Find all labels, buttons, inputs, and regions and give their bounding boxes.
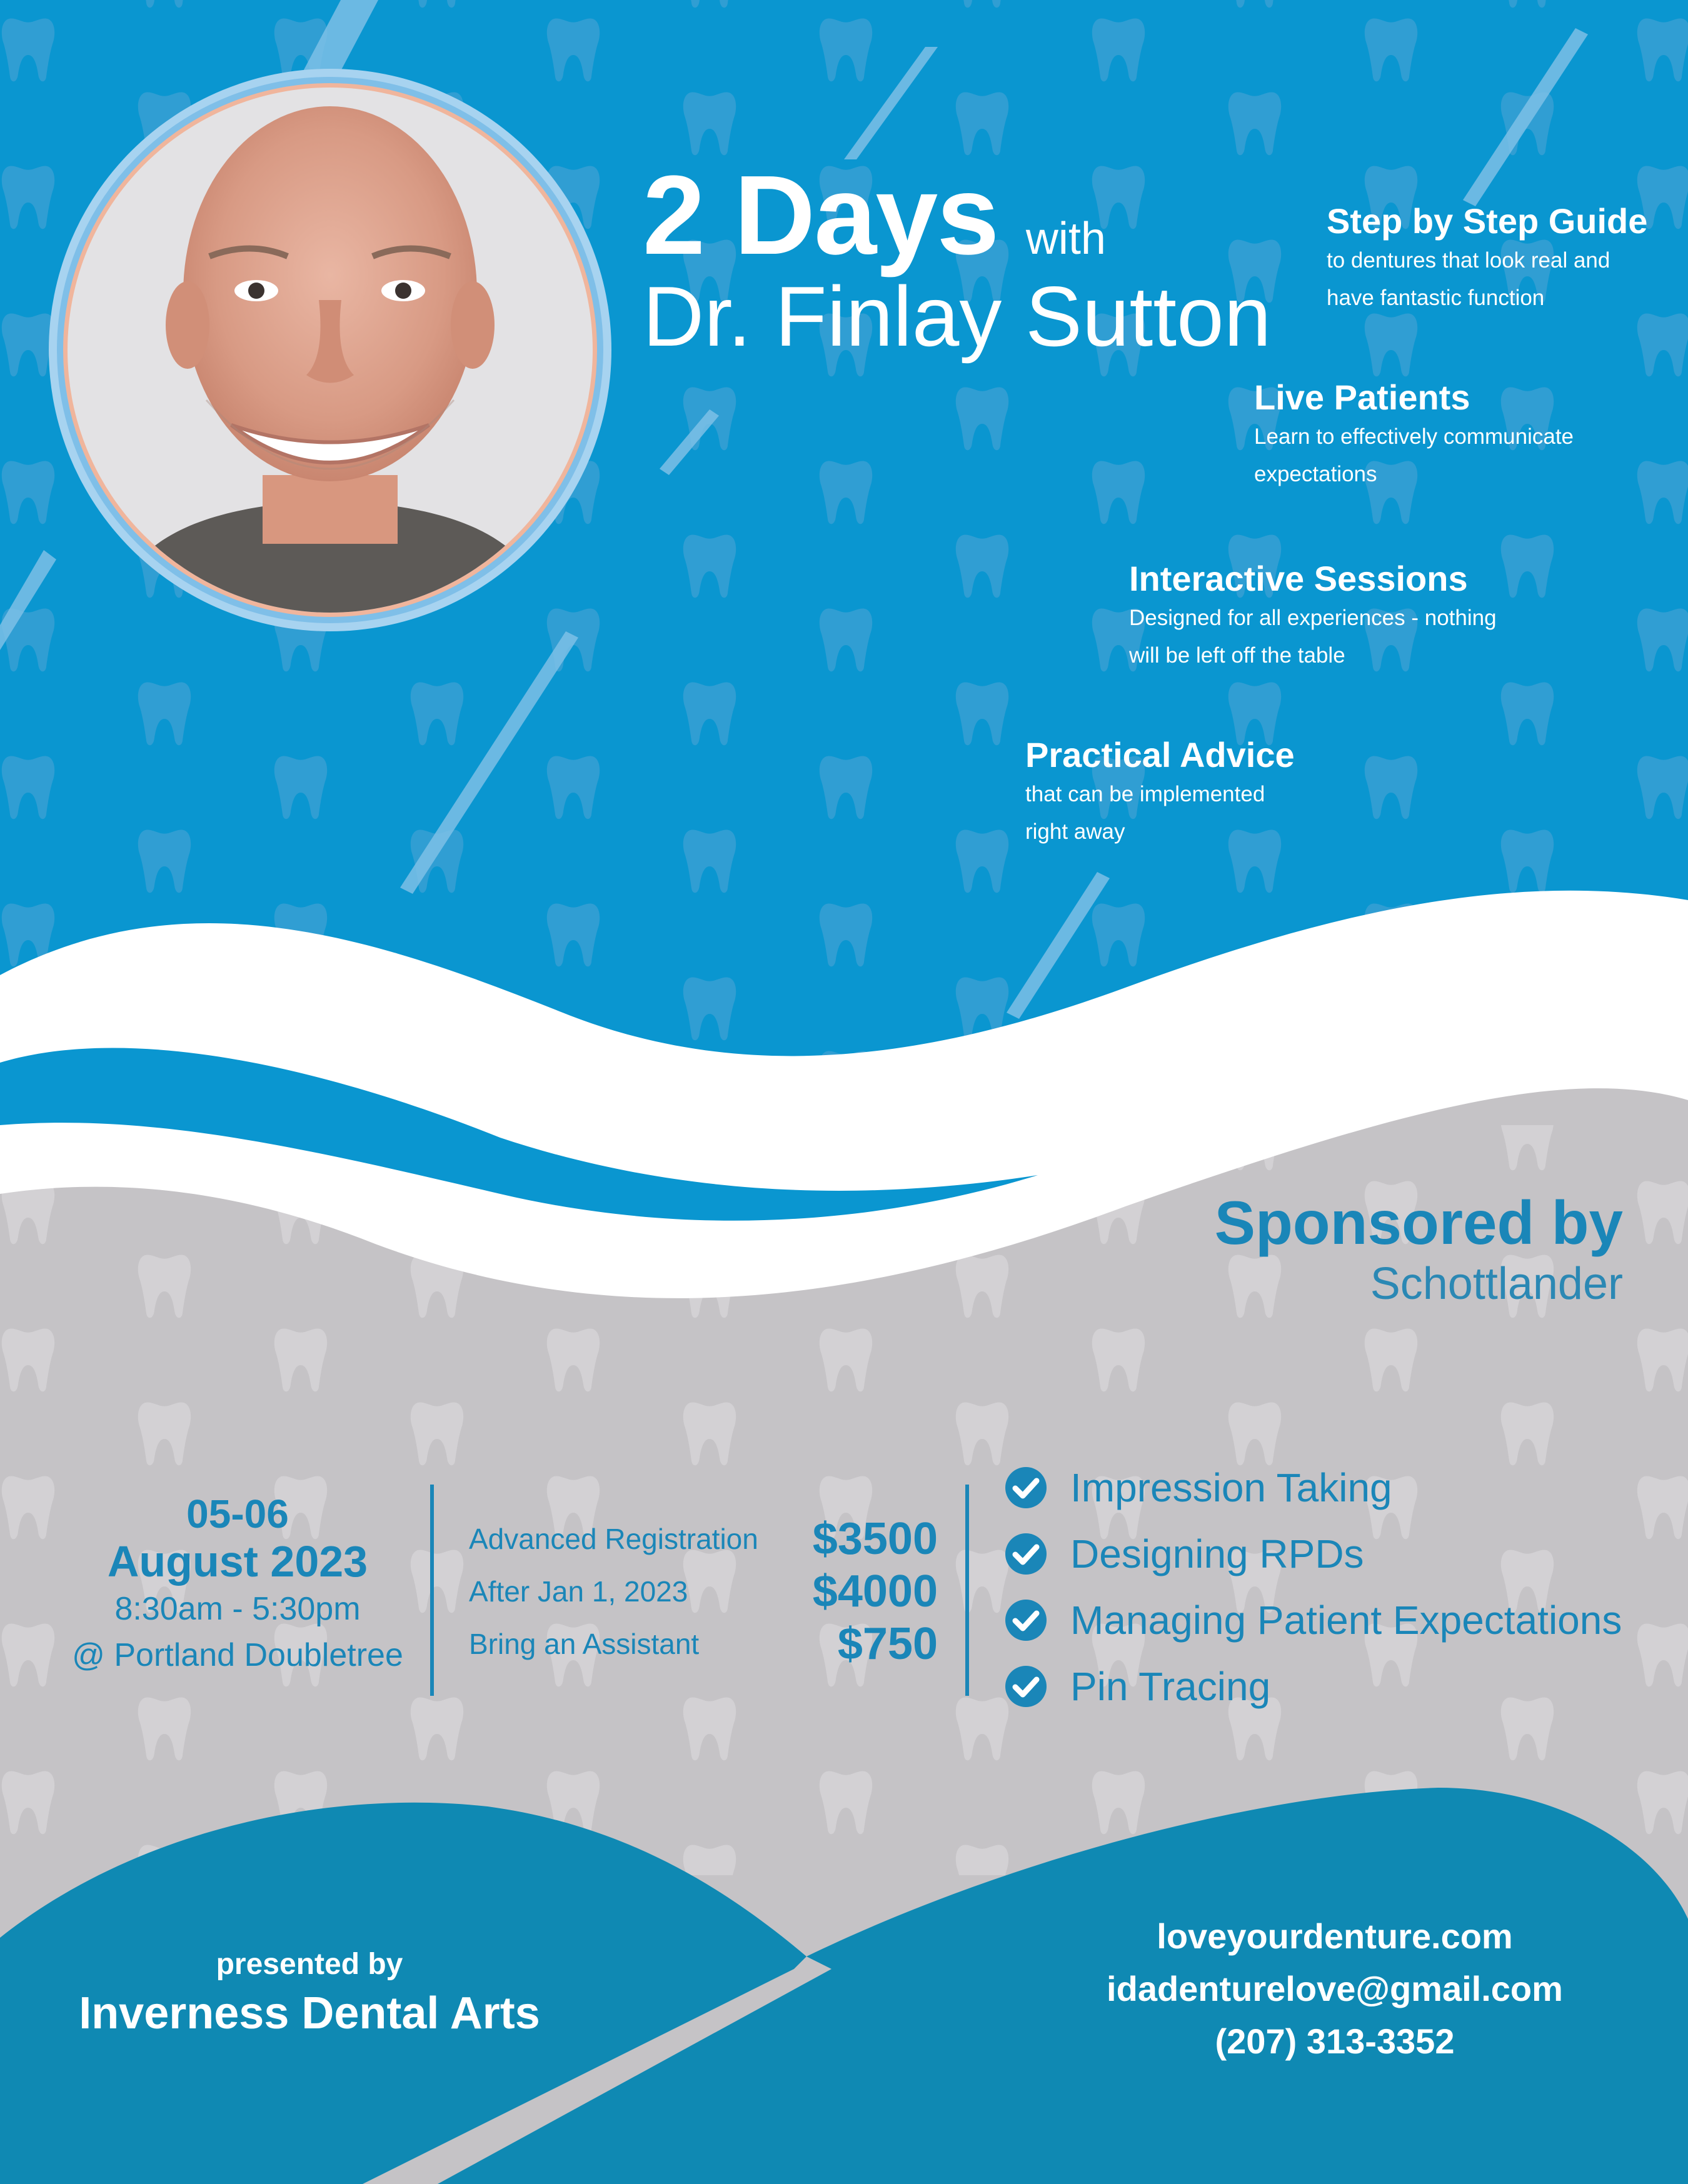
- price-value: $4000: [812, 1566, 938, 1616]
- price-value: $3500: [812, 1514, 938, 1564]
- presenter-name: Inverness Dental Arts: [79, 1988, 540, 2038]
- event-month: August 2023: [107, 1537, 368, 1586]
- price-row: [469, 1513, 938, 1565]
- event-title: [643, 153, 1330, 278]
- price-label: Advanced Registration: [469, 1523, 758, 1555]
- check-circle-icon: [1004, 1665, 1048, 1708]
- presenter-prefix: presented by: [216, 1948, 403, 1981]
- feature-desc: will be left off the table: [1129, 643, 1345, 668]
- feature-desc: Designed for all experiences - nothing: [1129, 606, 1497, 631]
- topic-label: Impression Taking: [1070, 1465, 1392, 1510]
- divider: [965, 1485, 969, 1696]
- event-dates: 05-06: [186, 1491, 289, 1536]
- topic-label: Managing Patient Expectations: [1070, 1598, 1622, 1643]
- feature-title: Step by Step Guide: [1327, 201, 1648, 241]
- contact-email[interactable]: idadenturelove@gmail.com: [1107, 1969, 1563, 2008]
- feature-desc: have fantastic function: [1327, 286, 1545, 311]
- price-row: [469, 1565, 938, 1618]
- title-days: 2 Days: [643, 153, 998, 278]
- feature-desc: expectations: [1254, 462, 1377, 487]
- check-circle-icon: [1004, 1598, 1048, 1642]
- event-venue: @ Portland Doubletree: [72, 1637, 403, 1673]
- feature-title: Interactive Sessions: [1129, 559, 1468, 598]
- topic-item: [1004, 1655, 1270, 1718]
- sponsor-block: [1063, 1188, 1623, 1310]
- topic-label: Designing RPDs: [1070, 1531, 1364, 1576]
- feature-desc: Learn to effectively communicate: [1254, 424, 1574, 449]
- topic-item: [1004, 1456, 1392, 1519]
- check-circle-icon: [1004, 1466, 1048, 1510]
- feature-live-patients: [1254, 376, 1679, 493]
- title-with: with: [1025, 214, 1106, 264]
- event-time: 8:30am - 5:30pm: [114, 1591, 361, 1627]
- price-label: After Jan 1, 2023: [469, 1575, 688, 1608]
- divider: [430, 1485, 434, 1696]
- sponsor-title: Sponsored by: [1214, 1188, 1623, 1257]
- price-value: $750: [837, 1619, 938, 1669]
- feature-title: Live Patients: [1254, 378, 1470, 417]
- feature-step-by-step: [1327, 200, 1683, 317]
- contact-phone[interactable]: (207) 313-3352: [1215, 2021, 1455, 2061]
- doctor-name: Dr. Finlay Sutton: [643, 269, 1272, 364]
- price-row: [469, 1618, 938, 1670]
- feature-desc: that can be implemented: [1025, 782, 1265, 807]
- price-label: Bring an Assistant: [469, 1628, 700, 1660]
- feature-title: Practical Advice: [1025, 735, 1295, 774]
- feature-desc: to dentures that look real and: [1327, 248, 1610, 273]
- event-date-block: [50, 1491, 425, 1678]
- pricing-table: [469, 1513, 938, 1670]
- topic-item: [1004, 1589, 1622, 1651]
- feature-practical-advice: [1025, 734, 1463, 851]
- sponsor-name: Schottlander: [1370, 1259, 1623, 1309]
- check-circle-icon: [1004, 1532, 1048, 1576]
- contact-website[interactable]: loveyourdenture.com: [1157, 1916, 1513, 1956]
- feature-desc: right away: [1025, 819, 1125, 844]
- topic-label: Pin Tracing: [1070, 1664, 1271, 1709]
- contact-block: [1032, 1910, 1638, 2068]
- feature-interactive-sessions: [1129, 558, 1629, 674]
- topic-item: [1004, 1523, 1364, 1585]
- presenter-block: [38, 1944, 581, 2041]
